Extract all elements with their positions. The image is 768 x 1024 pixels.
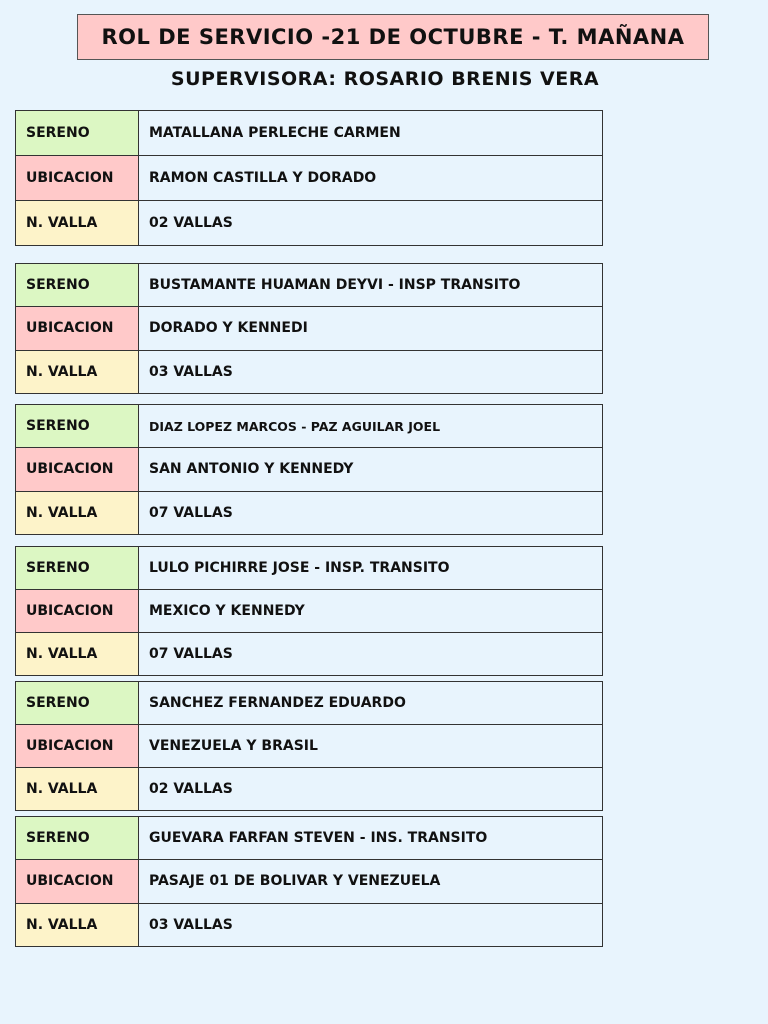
sereno-value: DIAZ LOPEZ MARCOS - PAZ AGUILAR JOEL	[139, 405, 602, 447]
valla-label: N. VALLA	[16, 633, 139, 675]
valla-label: N. VALLA	[16, 768, 139, 810]
ubicacion-value: PASAJE 01 DE BOLIVAR Y VENEZUELA	[139, 860, 602, 902]
ubicacion-value: VENEZUELA Y BRASIL	[139, 725, 602, 767]
assignment-block-3	[15, 404, 603, 535]
valla-label: N. VALLA	[16, 201, 139, 245]
sereno-row	[16, 111, 602, 155]
ubicacion-value: DORADO Y KENNEDI	[139, 307, 602, 349]
sereno-label: SERENO	[16, 111, 139, 155]
ubicacion-label: UBICACION	[16, 307, 139, 349]
valla-value: 02 VALLAS	[139, 768, 602, 810]
valla-row	[16, 491, 602, 534]
valla-row	[16, 350, 602, 393]
valla-label: N. VALLA	[16, 492, 139, 534]
valla-label: N. VALLA	[16, 904, 139, 946]
ubicacion-value: MEXICO Y KENNEDY	[139, 590, 602, 632]
valla-value: 03 VALLAS	[139, 351, 602, 393]
sereno-value: MATALLANA PERLECHE CARMEN	[139, 111, 602, 155]
ubicacion-label: UBICACION	[16, 156, 139, 200]
valla-value: 07 VALLAS	[139, 492, 602, 534]
assignment-block-2	[15, 263, 603, 394]
sereno-value: BUSTAMANTE HUAMAN DEYVI - INSP TRANSITO	[139, 264, 602, 306]
sereno-value: GUEVARA FARFAN STEVEN - INS. TRANSITO	[139, 817, 602, 859]
valla-row	[16, 767, 602, 810]
ubicacion-row	[16, 155, 602, 200]
sereno-row	[16, 405, 602, 447]
sereno-label: SERENO	[16, 405, 139, 447]
valla-label: N. VALLA	[16, 351, 139, 393]
assignment-block-4	[15, 546, 603, 676]
sereno-value: LULO PICHIRRE JOSE - INSP. TRANSITO	[139, 547, 602, 589]
ubicacion-value: RAMON CASTILLA Y DORADO	[139, 156, 602, 200]
ubicacion-label: UBICACION	[16, 448, 139, 490]
sereno-label: SERENO	[16, 547, 139, 589]
ubicacion-row	[16, 724, 602, 767]
ubicacion-row	[16, 306, 602, 349]
page-title: ROL DE SERVICIO -21 DE OCTUBRE - T. MAÑANA	[77, 14, 709, 60]
supervisor-name: SUPERVISORA: ROSARIO BRENIS VERA	[170, 68, 600, 90]
sereno-label: SERENO	[16, 264, 139, 306]
sereno-value: SANCHEZ FERNANDEZ EDUARDO	[139, 682, 602, 724]
assignment-block-5	[15, 681, 603, 811]
valla-row	[16, 632, 602, 675]
sereno-row	[16, 682, 602, 724]
ubicacion-label: UBICACION	[16, 590, 139, 632]
ubicacion-row	[16, 447, 602, 490]
ubicacion-row	[16, 589, 602, 632]
sereno-row	[16, 547, 602, 589]
valla-row	[16, 200, 602, 245]
sereno-label: SERENO	[16, 682, 139, 724]
sereno-row	[16, 817, 602, 859]
assignment-block-6	[15, 816, 603, 947]
valla-value: 03 VALLAS	[139, 904, 602, 946]
ubicacion-row	[16, 859, 602, 902]
valla-value: 02 VALLAS	[139, 201, 602, 245]
ubicacion-value: SAN ANTONIO Y KENNEDY	[139, 448, 602, 490]
valla-value: 07 VALLAS	[139, 633, 602, 675]
ubicacion-label: UBICACION	[16, 860, 139, 902]
valla-row	[16, 903, 602, 946]
assignment-block-1	[15, 110, 603, 246]
sereno-label: SERENO	[16, 817, 139, 859]
sereno-row	[16, 264, 602, 306]
ubicacion-label: UBICACION	[16, 725, 139, 767]
